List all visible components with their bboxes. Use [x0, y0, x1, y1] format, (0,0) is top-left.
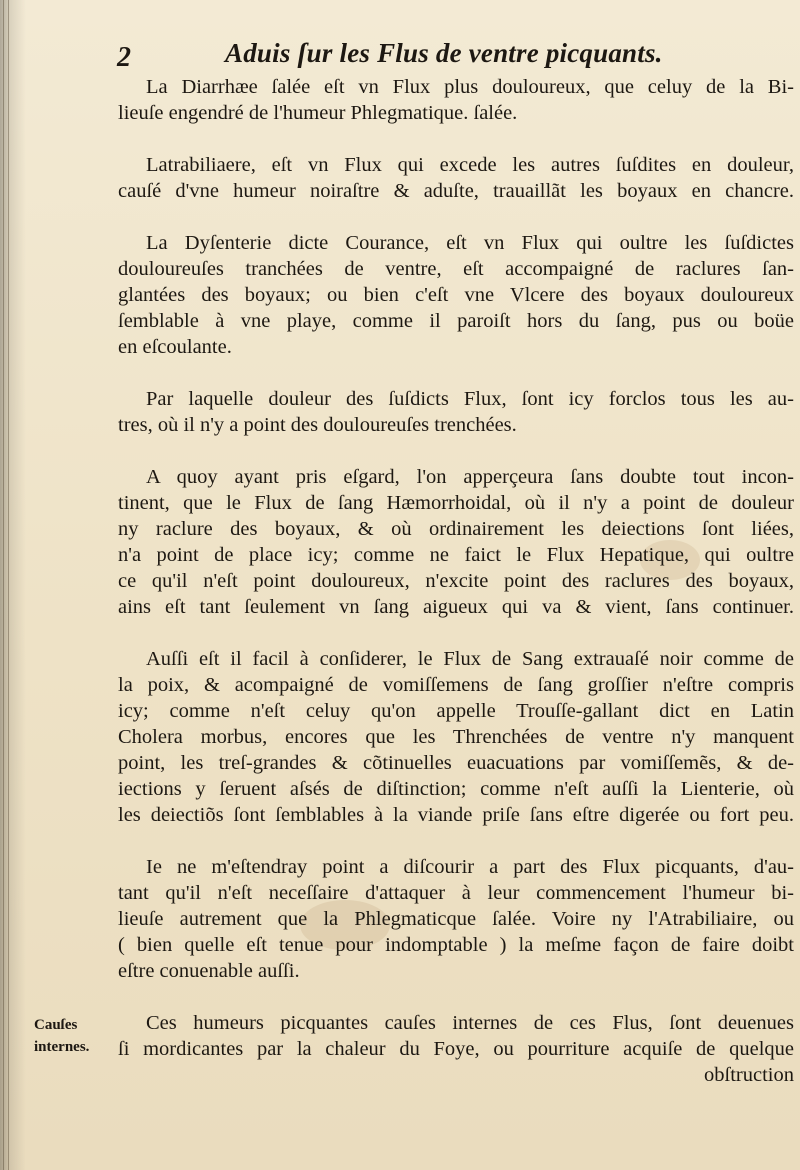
- gutter-line: [8, 0, 9, 1170]
- text-line: Ie ne m'eſtendray point a diſcourir a part des Flux picquants, d'au-: [146, 856, 794, 878]
- text-line: Ces humeurs picquantes cauſes internes de ces Flus, ſont deuenues: [146, 1012, 794, 1034]
- body-text: [118, 74, 794, 1114]
- margin-note-line: internes.: [34, 1039, 90, 1055]
- text-line: lieuſe autrement que la Phlegmaticque ſalée. Voire ny l'Atrabiliaire, ou: [118, 908, 794, 930]
- margin-note: [34, 1014, 114, 1058]
- gutter-line: [3, 0, 4, 1170]
- text-line: eſtre conuenable auſſi.: [118, 960, 300, 982]
- catchword: obſtruction: [704, 1064, 794, 1086]
- text-line: icy; comme n'eſt celuy qu'on appelle Trouſſe-gallant dict en Latin: [118, 700, 794, 722]
- paragraph: [118, 386, 794, 438]
- paragraph: [118, 854, 794, 984]
- text-line: douloureuſes tranchées de ventre, eſt accompaigné de raclures ſan-: [118, 258, 794, 280]
- paragraph: [118, 152, 794, 204]
- text-line: A quoy ayant pris eſgard, l'on apperçeura ſans doubte tout incon-: [146, 466, 794, 488]
- paragraph: [118, 1010, 794, 1088]
- text-line: tant qu'il n'eſt neceſſaire d'attaquer à leur commencement l'humeur bi-: [118, 882, 794, 904]
- text-line: Auſſi eſt il facil à conſiderer, le Flux de Sang extrauaſé noir comme de: [146, 648, 794, 670]
- page-number: 2: [117, 42, 131, 73]
- text-line: cauſé d'vne humeur noiraſtre & aduſte, trauaillãt les boyaux en chancre.: [118, 180, 794, 202]
- paragraph: [118, 464, 794, 620]
- text-line: en eſcoulante.: [118, 336, 232, 358]
- text-line: tinent, que le Flux de ſang Hæmorrhoidal, où il n'y a point de douleur: [118, 492, 794, 514]
- paragraph: [118, 646, 794, 828]
- text-line: Latrabiliaere, eſt vn Flux qui excede les autres ſuſdites en douleur,: [146, 154, 794, 176]
- text-line: point, les treſ-grandes & cõtinuelles euacuations par vomiſſemẽs, & de-: [118, 752, 794, 774]
- text-line: ny raclure des boyaux, & où ordinairement les deiections ſont liées,: [118, 518, 794, 540]
- text-line: La Dyſenterie dicte Courance, eſt vn Flux qui oultre les ſuſdictes: [146, 232, 794, 254]
- text-line: Par laquelle douleur des ſuſdicts Flux, ſont icy forclos tous les au-: [146, 388, 794, 410]
- text-line: ſemblable à vne playe, comme il paroiſt hors du ſang, pus ou boüe: [118, 310, 794, 332]
- text-line: les deiectiõs ſont ſemblables à la viande priſe ſans eſtre digerée ou fort peu.: [118, 804, 794, 826]
- running-title: Aduis ſur les Flus de ventre picquants.: [225, 38, 663, 68]
- margin-note-line: Cauſes: [34, 1017, 78, 1033]
- page-header: [115, 38, 755, 78]
- text-line: ſi mordicantes par la chaleur du Foye, ou pourriture acquiſe de quelque: [118, 1038, 794, 1060]
- text-line: tres, où il n'y a point des douloureuſes trenchées.: [118, 414, 517, 436]
- text-line: lieuſe engendré de l'humeur Phlegmatique. ſalée.: [118, 102, 518, 124]
- text-line: glantées des boyaux; ou bien c'eſt vne Vlcere des boyaux douloureux: [118, 284, 794, 306]
- text-line: Cholera morbus, encores que les Threnchées de ventre n'y manquent: [118, 726, 794, 748]
- text-line: ( bien quelle eſt tenue pour indomptable ) la meſme façon de faire doibt: [118, 934, 794, 956]
- text-line: ains eſt tant ſeulement vn ſang aigueux qui va & vient, ſans continuer.: [118, 596, 794, 618]
- text-line: n'a point de place icy; comme ne faict le Flux Hepatique, qui oultre: [118, 544, 794, 566]
- paragraph: [118, 74, 794, 126]
- text-line: ce qu'il n'eſt point douloureux, n'excite point des raclures des boyaux,: [118, 570, 794, 592]
- text-line: la poix, & acompaigné de vomiſſemens de ſang groſſier n'eſtre compris: [118, 674, 794, 696]
- text-line: La Diarrhæe ſalée eſt vn Flux plus douloureux, que celuy de la Bi-: [146, 76, 794, 98]
- text-line: iections y ſeruent aſsés de diſtinction; comme n'eſt auſſi la Lienterie, où: [118, 778, 794, 800]
- paragraph: [118, 230, 794, 360]
